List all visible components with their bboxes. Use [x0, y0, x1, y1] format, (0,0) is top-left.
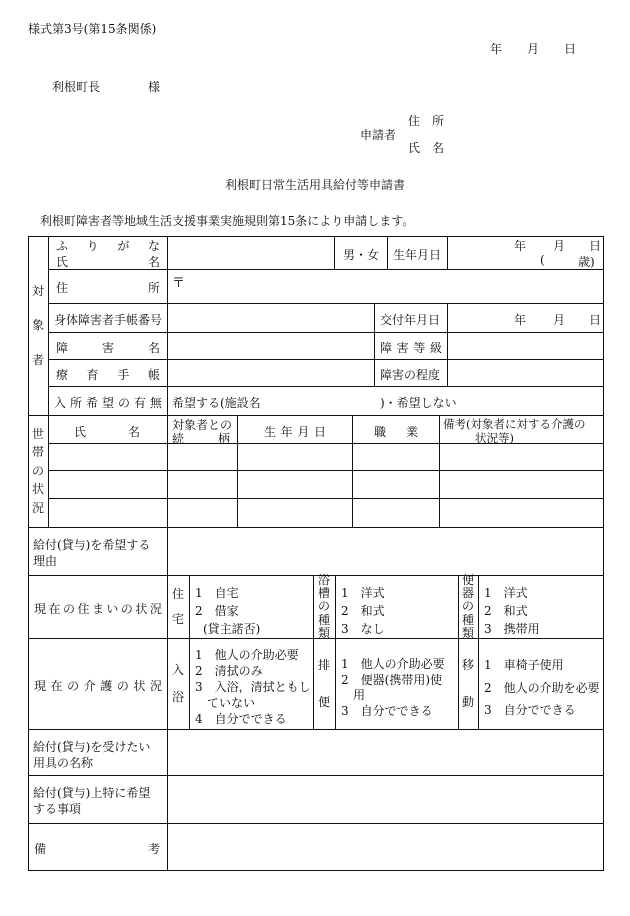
issue-date-label: 交付年月日 [380, 313, 441, 327]
birthdate-label: 生年月日 [392, 248, 441, 262]
house-option-2[interactable]: 2 借家 [195, 604, 239, 618]
statement: 利根町障害者等地域生活支援事業実施規則第15条により申請します。 [40, 214, 415, 228]
household-col-relation-line1: 対象者との [172, 418, 233, 432]
toilet-option-1[interactable]: 1 洋式 [484, 586, 528, 600]
date-year-label: 年 [490, 42, 503, 56]
issue-day-label: 日 [589, 313, 602, 327]
reason-label-line2: 理由 [33, 554, 58, 568]
house-option-1[interactable]: 1 自宅 [195, 586, 239, 600]
name-label: 氏 名 [56, 255, 160, 269]
bath-option-3[interactable]: 3 なし [341, 622, 385, 636]
age-close: 歳) [578, 255, 595, 269]
excretion-option-2[interactable]: 2 便器(携帯用)使 [341, 673, 442, 687]
disability-grade-label: 障 害 等 級 [380, 341, 442, 355]
issue-year-label: 年 [514, 313, 527, 327]
name-label: 氏 名 [408, 141, 445, 155]
date-day-label: 日 [564, 42, 577, 56]
date-month-label: 月 [527, 42, 540, 56]
admission-option-wish[interactable]: 希望する(施設名 [172, 396, 261, 410]
excretion-option-2-cont: 用 [341, 688, 366, 702]
bathtub-type-label: 浴 槽 の 種 類 [317, 573, 330, 640]
gender-options[interactable]: 男・女 [342, 248, 379, 262]
bathing-option-4[interactable]: 4 自分でできる [195, 712, 287, 726]
birth-year-label: 年 [514, 239, 527, 253]
address-row-label: 住 所 [56, 281, 160, 295]
care-status-label: 現 在 の 介 護 の 状 況 [34, 679, 162, 693]
household-section-label: 世 帯 の 状 況 [31, 426, 44, 515]
applicant-label: 申請者 [360, 128, 397, 142]
disability-name-label: 障 害 名 [56, 341, 160, 355]
household-col-name: 氏 名 [74, 425, 140, 439]
birth-day-label: 日 [589, 239, 602, 253]
movement-option-1[interactable]: 1 車椅子使用 [484, 658, 564, 672]
age-open: ( [540, 253, 545, 267]
honorific: 様 [148, 80, 161, 94]
bathing-option-2[interactable]: 2 清拭のみ [195, 664, 263, 678]
furigana-label: ふ り が な [56, 239, 160, 253]
toilet-type-label: 便 器 の 種 類 [461, 573, 474, 640]
movement-label: 移 動 [461, 658, 474, 709]
bath-option-1[interactable]: 1 洋式 [341, 586, 385, 600]
movement-option-3[interactable]: 3 自分でできる [484, 703, 576, 717]
toilet-option-2[interactable]: 2 和式 [484, 604, 528, 618]
admission-option-nowish[interactable]: )・希望しない [380, 396, 457, 410]
movement-option-2[interactable]: 2 他人の介助を必要 [484, 681, 600, 695]
wishes-label-line1: 給付(貸与)上特に希望 [33, 786, 151, 800]
excretion-label: 排 便 [317, 658, 330, 709]
rehab-handbook-label: 療 育 手 帳 [56, 368, 160, 382]
remarks-label: 備 考 [34, 842, 160, 856]
address-label: 住 所 [408, 114, 445, 128]
household-col-birthdate: 生 年 月 日 [264, 425, 326, 439]
form-number: 様式第3号(第15条関係) [28, 22, 157, 36]
admission-wish-label: 入 所 希 望 の 有 無 [54, 396, 162, 410]
household-col-relation-line2: 続 柄 [172, 432, 230, 446]
issue-month-label: 月 [553, 313, 566, 327]
bath-option-2[interactable]: 2 和式 [341, 604, 385, 618]
reason-label-line1: 給付(貸与)を希望する [33, 538, 151, 552]
bathing-option-1[interactable]: 1 他人の介助必要 [195, 648, 299, 662]
bathing-option-3[interactable]: 3 入浴，清拭ともし [195, 680, 311, 694]
house-option-landlord: (貸主諾否) [203, 622, 261, 636]
excretion-option-1[interactable]: 1 他人の介助必要 [341, 657, 445, 671]
household-col-occupation: 職 業 [374, 425, 418, 439]
equipment-label-line2: 用具の名称 [33, 756, 94, 770]
equipment-label-line1: 給付(貸与)を受けたい [33, 740, 151, 754]
housing-house-label: 住 宅 [171, 587, 184, 626]
bathing-label: 入 浴 [171, 663, 184, 704]
wishes-label-line2: する事項 [33, 802, 82, 816]
disability-degree-label: 障害の程度 [380, 368, 441, 382]
bathing-option-3-cont: ていない [195, 696, 256, 710]
addressee: 利根町長 [52, 80, 101, 94]
handbook-number-label: 身体障害者手帳番号 [54, 313, 163, 327]
toilet-option-3[interactable]: 3 携帯用 [484, 622, 540, 636]
subject-section-label: 対 象 者 [31, 283, 44, 367]
housing-status-label: 現 在 の 住 ま い の 状 況 [34, 602, 162, 616]
birth-month-label: 月 [553, 239, 566, 253]
excretion-option-3[interactable]: 3 自分でできる [341, 704, 433, 718]
household-col-note-line1: 備考(対象者に対する介護の [443, 417, 586, 431]
household-col-note-line2: 状況等) [475, 431, 514, 445]
postal-mark: 〒 [172, 276, 186, 291]
page-title: 利根町日常生活用具給付等申請書 [224, 178, 405, 192]
